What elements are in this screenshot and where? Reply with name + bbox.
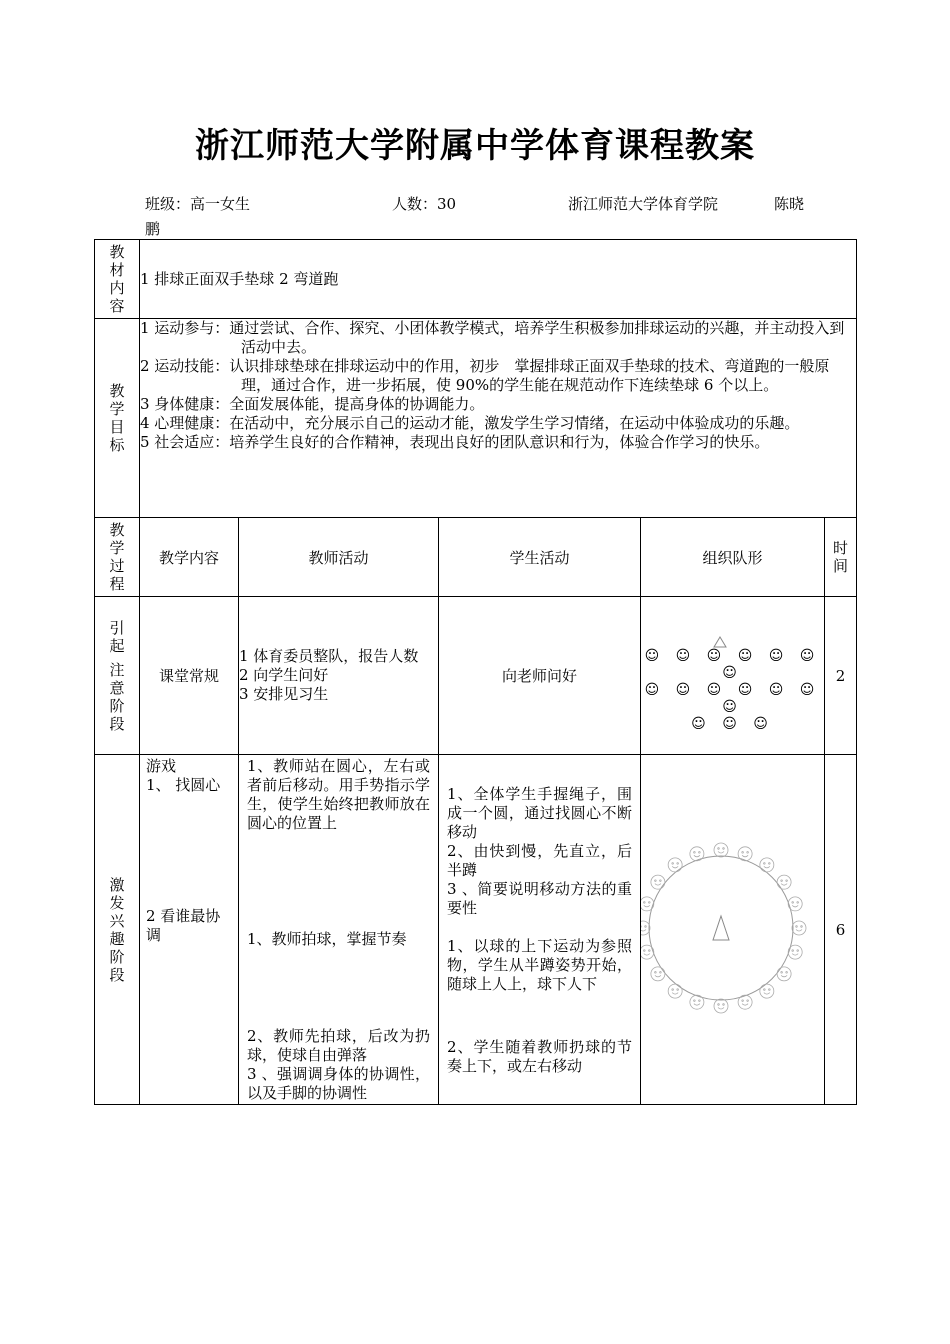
student-face-icon (668, 857, 682, 871)
student-face-icon (668, 984, 682, 998)
student-activity: 1、全体学生手握绳子，围成一个圆，通过找圆心不断移动 2、由快到慢，先直立，后半蹲 3 、简要说明移动方法的重要性 1、以球的上下运动为参照物，学生从半蹲姿势开始，随球上人上，球下人下 2、学生随着教师扔球的节奏上下，或左右移动 (439, 755, 641, 1105)
stage-label: 激 发 兴 趣 阶 段 (95, 755, 140, 1105)
goal-item: 5 社会适应：培养学生良好的合作精神，表现出良好的团队意识和行为，体验合作学习的快乐。 (140, 433, 770, 451)
student-face-icon (690, 995, 704, 1009)
teacher-activity: 1、教师站在圆心，左右或者前后移动。用手势指示学生，使学生始终把教师放在圆心的位置上 1、教师拍球，掌握节奏 2、教师先拍球，后改为扔球，使球自由弹落 3 、强调调身体的协调性，以及手脚的协调性 (239, 755, 439, 1105)
student-face-icon (738, 995, 752, 1009)
formation-diagram (641, 755, 825, 1105)
student-activity: 向老师问好 (439, 597, 641, 755)
class-info: 班级：高一女生 (145, 195, 251, 213)
student-face-icon (777, 966, 791, 980)
institute: 浙江师范大学体育学院 (568, 195, 719, 213)
page-title: 浙江师范大学附属中学体育课程教案 (195, 126, 755, 166)
time-value: 6 (825, 755, 857, 1105)
lesson-plan-table (94, 239, 857, 1105)
formation-row: ☺ ☺ ☺ ☺ ☺ ☺ ☺ (644, 647, 821, 681)
header-formation: 组织队形 (641, 518, 825, 597)
teacher-activity: 1 体育委员整队，报告人数 2 向学生问好 3 安排见习生 (239, 597, 439, 755)
student-count: 人数：30 (392, 195, 457, 213)
student-face-icon (651, 966, 665, 980)
header-student: 学生活动 (439, 518, 641, 597)
student-face-icon (651, 875, 665, 889)
goal-label: 教 学 目 标 (95, 319, 140, 518)
student-ring (641, 843, 806, 1013)
goals-cell (140, 319, 857, 518)
stage-label: 引 起 注 意 阶 段 (95, 597, 140, 755)
content-label: 教 材 内 容 (95, 240, 140, 319)
process-label: 教 学 过 程 (95, 518, 140, 597)
goal-list (140, 319, 856, 452)
goal-item: 2 运动技能：认识排球垫球在排球运动中的作用，初步 掌握排球正面双手垫球的技术、弯道跑的一般原理，通过合作，进一步拓展，使 90%的学生能在规范动作下连续垫球 6 个以上。 (140, 357, 830, 394)
student-face-icon (641, 945, 654, 959)
teacher-triangle-icon (713, 916, 729, 940)
formation-diagram (641, 597, 825, 755)
student-face-icon (788, 945, 802, 959)
student-face-icon (760, 857, 774, 871)
student-face-icon (738, 846, 752, 860)
table-row (95, 597, 857, 755)
student-face-icon (788, 896, 802, 910)
header-teacher: 教师活动 (239, 518, 439, 597)
stage-content: 游戏 1、 找圆心 2 看谁最协调 (140, 755, 239, 1105)
author-line1: 陈晓 (774, 195, 805, 213)
student-face-icon (777, 875, 791, 889)
student-face-icon (714, 843, 728, 857)
content-text: 1 排球正面双手垫球 2 弯道跑 (140, 240, 857, 319)
header-time: 时 间 (825, 518, 857, 597)
author-line2: 鹏 (145, 220, 161, 238)
stage-content: 课堂常规 (140, 597, 239, 755)
header-content: 教学内容 (140, 518, 239, 597)
student-face-icon (690, 846, 704, 860)
teacher-triangle-icon (713, 636, 727, 648)
student-face-icon (760, 984, 774, 998)
circle-formation (641, 830, 825, 1030)
student-face-icon (792, 921, 806, 935)
formation-row: ☺ ☺ ☺ ☺ ☺ ☺ ☺ (644, 681, 821, 715)
goal-item: 3 身体健康：全面发展体能，提高身体的协调能力。 (140, 395, 485, 413)
time-value: 2 (825, 597, 857, 755)
student-face-icon (714, 999, 728, 1013)
formation-row: ☺ ☺ ☺ (691, 715, 774, 732)
student-face-icon (641, 896, 654, 910)
goal-item: 4 心理健康：在活动中，充分展示自己的运动才能，激发学生学习情绪，在运动中体验成功的乐趣。 (140, 414, 800, 432)
goal-item: 1 运动参与：通过尝试、合作、探究、小团体教学模式，培养学生积极参加排球运动的兴趣，并主动投入到活动中去。 (140, 319, 845, 356)
table-row (95, 755, 857, 1105)
